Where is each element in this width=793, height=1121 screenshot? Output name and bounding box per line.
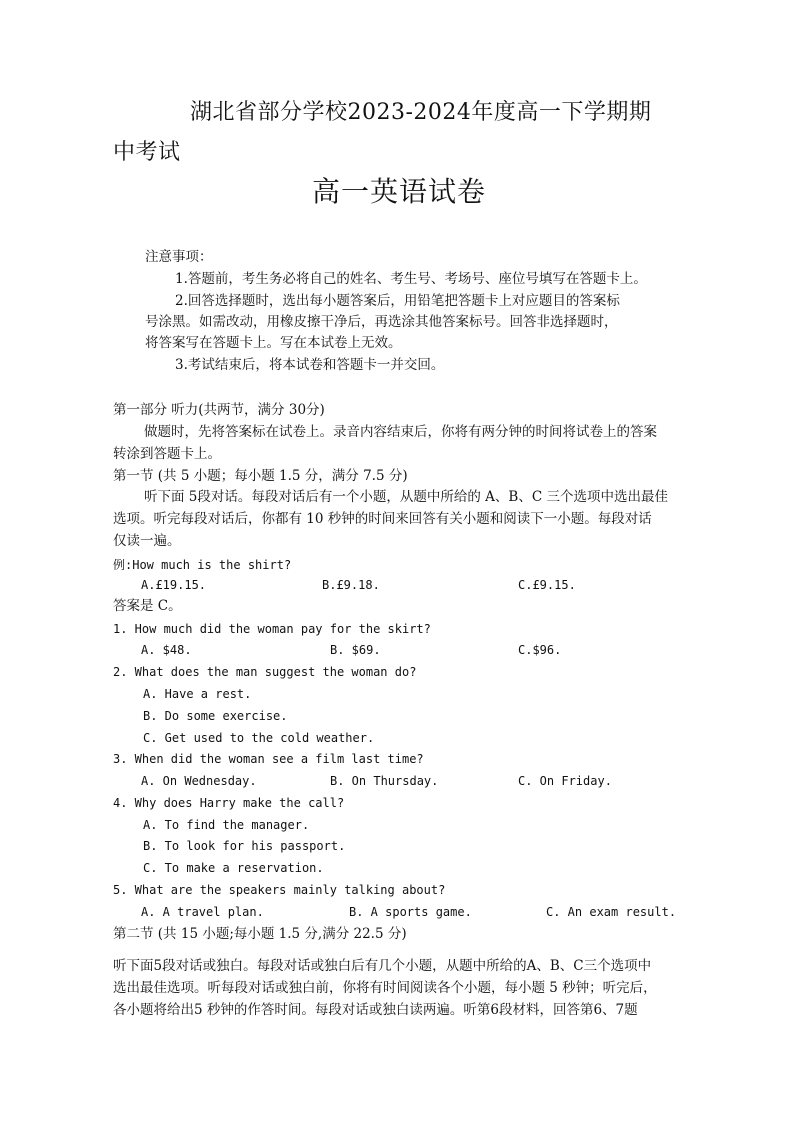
question-1-option-a: A. $48. [141, 643, 192, 657]
notice-item-3: 3.考试结束后，将本试卷和答题卡一并交回。 [175, 357, 445, 373]
section2-heading: 第二节 (共 15 小题;每小题 1.5 分,满分 22.5 分) [113, 926, 407, 942]
notice-item-2-line3: 将答案写在答题卡上。写在本试卷上无效。 [145, 335, 402, 351]
section1-instr-line3: 仅读一遍。 [113, 533, 181, 549]
question-1: 1. How much did the woman pay for the skirt? [113, 622, 431, 636]
exam-title-line2: 中考试 [113, 140, 181, 165]
section2-instr-line1: 听下面5段对话或独白。每段对话或独白后有几个小题，从题中所给的A、B、C三个选项中 [113, 958, 652, 974]
example-question: 例:How much is the shirt? [113, 558, 292, 572]
question-2-option-a: A. Have a rest. [143, 687, 252, 701]
section1-instr-line1: 听下面 5段对话。每段对话后有一个小题，从题中所给的 A、B、C 三个选项中选出最佳 [144, 489, 668, 505]
notice-item-2-line2: 号涂黑。如需改动，用橡皮擦干净后，再选涂其他答案标号。回答非选择题时， [145, 314, 618, 330]
example-option-b: B.£9.18. [322, 578, 380, 592]
section1-heading: 第一节 (共 5 小题；每小题 1.5 分，满分 7.5 分) [113, 468, 408, 484]
question-3: 3. When did the woman see a film last time? [113, 752, 424, 766]
question-2: 2. What does the man suggest the woman do? [113, 665, 417, 679]
part1-intro-line1: 做题时，先将答案标在试卷上。录音内容结束后，你将有两分钟的时间将试卷上的答案 [144, 424, 657, 440]
question-3-option-c: C. On Friday. [518, 774, 612, 788]
question-5-option-b: B. A sports game. [349, 905, 472, 919]
question-2-option-b: B. Do some exercise. [143, 709, 288, 723]
example-option-c: C.£9.15. [518, 578, 576, 592]
question-5: 5. What are the speakers mainly talking about? [113, 883, 446, 897]
question-4-option-b: B. To look for his passport. [143, 839, 346, 853]
question-5-option-c: C. An exam result. [546, 905, 677, 919]
question-3-option-b: B. On Thursday. [330, 774, 439, 788]
question-4-option-a: A. To find the manager. [143, 818, 310, 832]
section2-instr-line3: 各小题将给出5 秒钟的作答时间。每段对话或独白读两遍。听第6段材料，回答第6、7题 [113, 1002, 638, 1018]
question-5-option-a: A. A travel plan. [141, 905, 264, 919]
question-1-option-b: B. $69. [330, 643, 381, 657]
exam-title-line1: 湖北省部分学校2023-2024年度高一下学期期 [190, 100, 652, 125]
section1-instr-line2: 选项。听完每段对话后，你都有 10 秒钟的时间来回答有关小题和阅读下一小题。每段对话 [113, 511, 652, 527]
part1-heading: 第一部分 听力(共两节，满分 30分) [113, 402, 325, 418]
notice-item-1: 1.答题前，考生务必将自己的姓名、考生号、考场号、座位号填写在答题卡上。 [175, 271, 647, 287]
question-4: 4. Why does Harry make the call? [113, 796, 345, 810]
question-1-option-c: C.$96. [518, 643, 562, 657]
question-2-option-c: C. Get used to the cold weather. [143, 731, 375, 745]
example-answer: 答案是 C。 [113, 598, 182, 614]
section2-instr-line2: 选出最佳选项。听每段对话或独白前，你将有时间阅读各个小题，每小题 5 秒钟；听完后， [113, 980, 657, 996]
exam-subtitle: 高一英语试卷 [312, 175, 487, 208]
question-3-option-a: A. On Wednesday. [141, 774, 257, 788]
question-4-option-c: C. To make a reservation. [143, 861, 324, 875]
part1-intro-line2: 转涂到答题卡上。 [113, 446, 221, 462]
example-option-a: A.£19.15. [141, 578, 207, 592]
notice-item-2-line1: 2.回答选择题时，选出每小题答案后，用铅笔把答题卡上对应题目的答案标 [175, 293, 620, 309]
notice-heading: 注意事项： [145, 249, 213, 265]
